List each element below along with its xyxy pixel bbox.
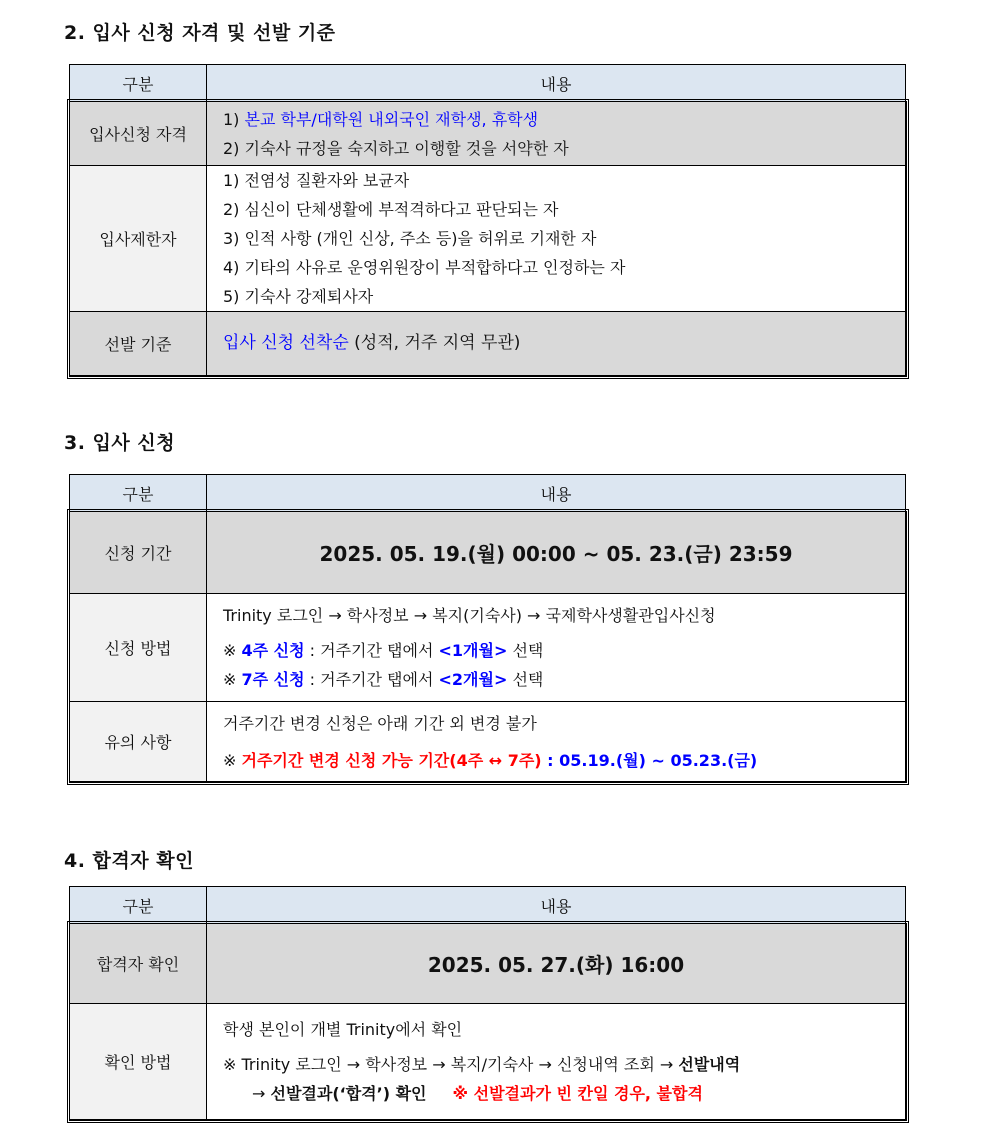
restricted-line: 1) 전염성 질환자와 보균자: [223, 171, 410, 190]
application-table: [69, 474, 906, 782]
header-content: 내용: [207, 475, 906, 512]
row-label-check-method: 확인 방법: [70, 1004, 207, 1120]
selection-blue-text: 입사 신청 선착순: [223, 333, 349, 353]
section-3-title: 3. 입사 신청: [64, 432, 176, 454]
restricted-line: 4) 기타의 사유로 운영위원장이 부적합하다고 인정하는 자: [223, 258, 626, 277]
notice-content: [207, 702, 906, 782]
restricted-line: 2) 심신이 단체생활에 부적격하다고 판단되는 자: [223, 200, 559, 219]
row-label-selection: 선발 기준: [70, 312, 207, 376]
row-label-result: 합격자 확인: [70, 924, 207, 1004]
row-label-period: 신청 기간: [70, 512, 207, 594]
method-4week: ※ 4주 신청 : 거주기간 탭에서 <1개월> 선택: [223, 641, 544, 660]
row-label-restricted: 입사제한자: [70, 166, 207, 312]
header-category: 구분: [70, 887, 207, 924]
method-path: Trinity 로그인 → 학사정보 → 복지(기숙사) → 국제학사생활관입사신청: [223, 606, 716, 625]
eligibility-table: [69, 64, 906, 376]
row-label-notice: 유의 사항: [70, 702, 207, 782]
row-label-eligibility: 입사신청 자격: [70, 102, 207, 166]
selection-rest-text: (성적, 거주 지역 무관): [348, 333, 521, 353]
application-period: 2025. 05. 19.(월) 00:00 ~ 05. 23.(금) 23:59: [207, 512, 906, 594]
method-content: [207, 594, 906, 702]
selection-content: [207, 312, 906, 376]
check-line-2: ※ Trinity 로그인 → 학사정보 → 복지/기숙사 → 신청내역 조회 → 선발내역: [223, 1055, 741, 1074]
row-label-method: 신청 방법: [70, 594, 207, 702]
eligibility-line-2: 2) 기숙사 규정을 숙지하고 이행할 것을 서약한 자: [223, 138, 569, 158]
restricted-content: [207, 166, 906, 312]
section-4-title: 4. 합격자 확인: [64, 850, 194, 872]
restricted-line: 5) 기숙사 강제퇴사자: [223, 287, 374, 306]
section-2-title: 2. 입사 신청 자격 및 선발 기준: [64, 22, 336, 44]
check-method-content: [207, 1004, 906, 1120]
notice-line-1: 거주기간 변경 신청은 아래 기간 외 변경 불가: [223, 713, 537, 733]
restricted-line: 3) 인적 사항 (개인 신상, 주소 등)을 허위로 기재한 자: [223, 229, 597, 248]
notice-line-2: ※ 거주기간 변경 신청 가능 기간(4주 ↔ 7주) : 05.19.(월) ~ 05.23.(금): [223, 750, 758, 770]
header-content: 내용: [207, 65, 906, 102]
check-line-3: → 선발결과(‘합격’) 확인 ※ 선발결과가 빈 칸일 경우, 불합격: [252, 1084, 703, 1103]
eligibility-line-1: 1) 본교 학부/대학원 내외국인 재학생, 휴학생: [223, 109, 539, 129]
header-category: 구분: [70, 65, 207, 102]
header-content: 내용: [207, 887, 906, 924]
result-table: [69, 886, 906, 1120]
method-7week: ※ 7주 신청 : 거주기간 탭에서 <2개월> 선택: [223, 670, 544, 689]
eligibility-content: [207, 102, 906, 166]
header-category: 구분: [70, 475, 207, 512]
result-datetime: 2025. 05. 27.(화) 16:00: [207, 924, 906, 1004]
check-line-1: 학생 본인이 개별 Trinity에서 확인: [223, 1020, 463, 1039]
